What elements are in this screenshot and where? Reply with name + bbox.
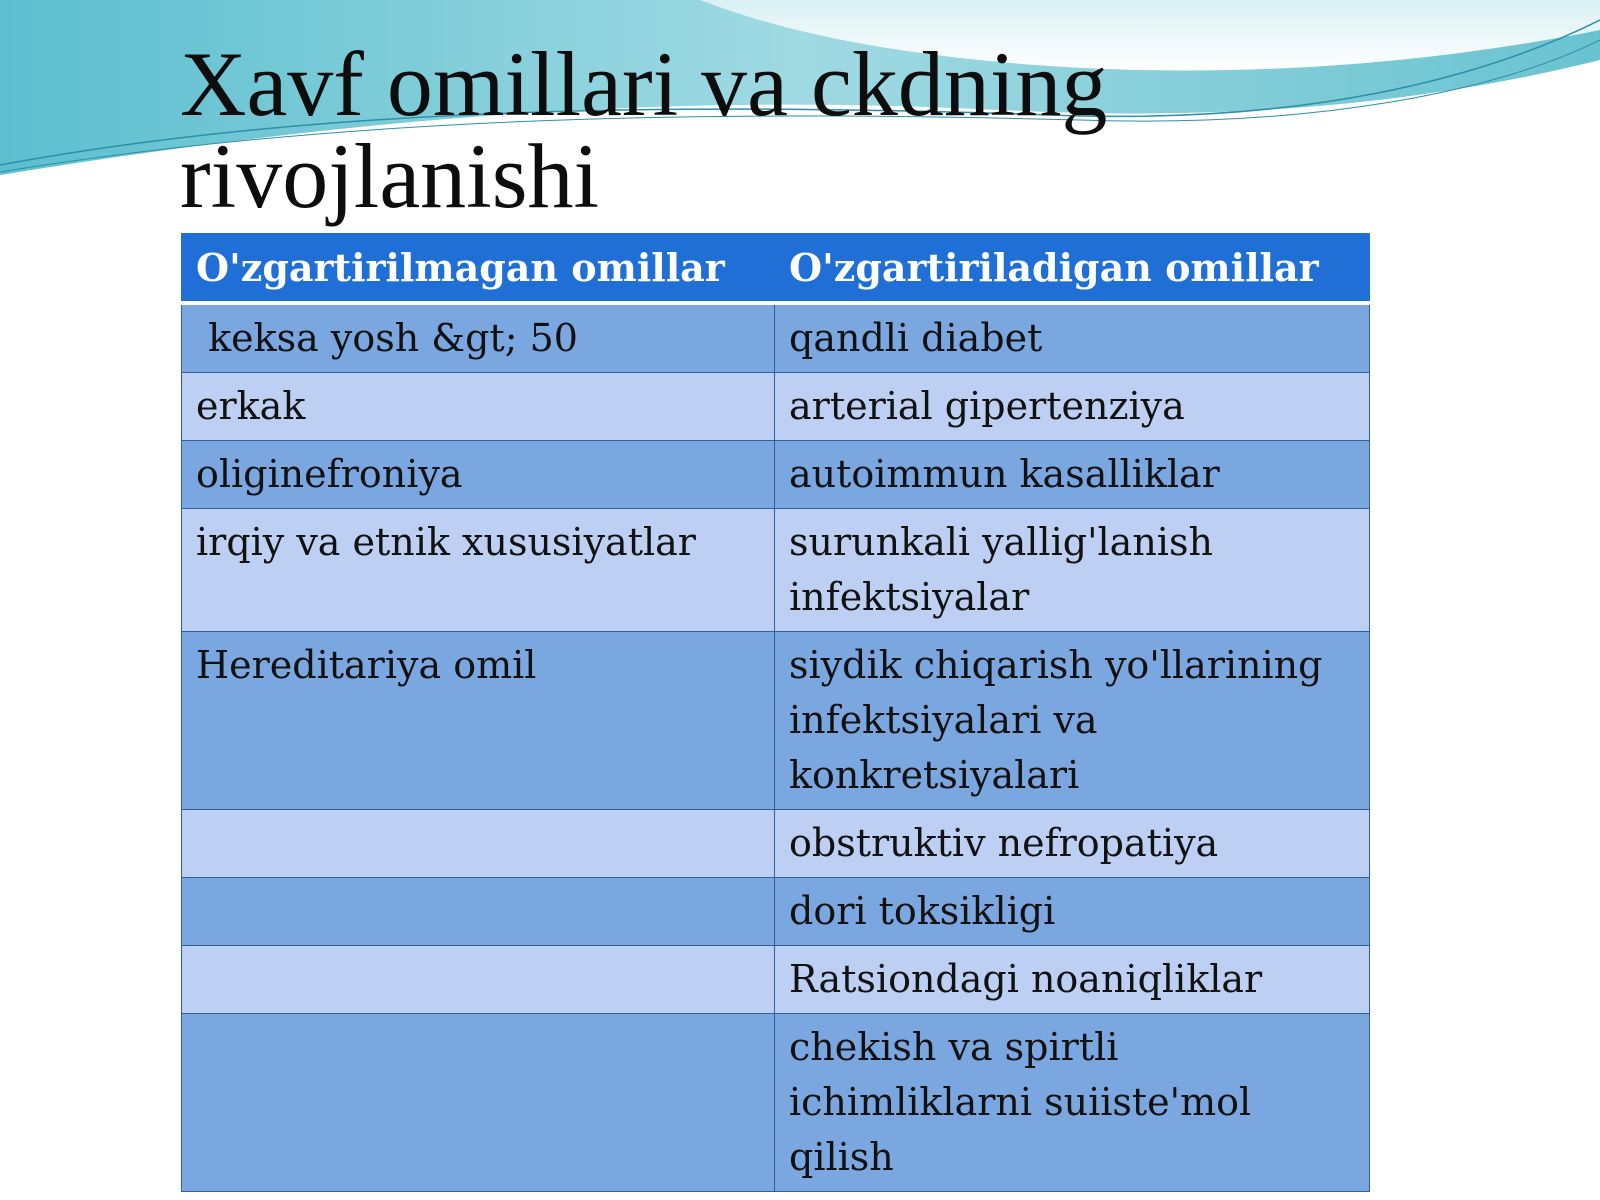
modifiable-cell: chekish va spirtli ichimliklarni suiiste'mol qilish — [775, 1014, 1370, 1192]
modifiable-cell: qandli diabet — [775, 303, 1370, 373]
modifiable-cell: autoimmun kasalliklar — [775, 441, 1370, 509]
non-modifiable-cell — [182, 878, 775, 946]
modifiable-cell: surunkali yallig'lanish infektsiyalar — [775, 509, 1370, 632]
non-modifiable-cell — [182, 810, 775, 878]
slide-title: Xavf omillari va ckdning rivojlanishi — [180, 33, 1108, 227]
table-row — [182, 632, 1370, 810]
table-row — [182, 946, 1370, 1014]
header-non-modifiable: O'zgartirilmagan omillar — [182, 234, 775, 304]
modifiable-cell: Ratsiondagi noaniqliklar — [775, 946, 1370, 1014]
non-modifiable-cell — [182, 1014, 775, 1192]
modifiable-cell: arterial gipertenziya — [775, 373, 1370, 441]
non-modifiable-cell: keksa yosh &gt; 50 — [182, 303, 775, 373]
modifiable-cell: dori toksikligi — [775, 878, 1370, 946]
table-row — [182, 878, 1370, 946]
table-header-row — [182, 234, 1370, 304]
header-modifiable: O'zgartiriladigan omillar — [775, 234, 1370, 304]
non-modifiable-cell: Hereditariya omil — [182, 632, 775, 810]
table-row — [182, 303, 1370, 373]
non-modifiable-cell — [182, 946, 775, 1014]
modifiable-cell: siydik chiqarish yo'llarining infektsiyalari va konkretsiyalari — [775, 632, 1370, 810]
risk-factors-table — [181, 233, 1370, 1192]
non-modifiable-cell: erkak — [182, 373, 775, 441]
table-row — [182, 373, 1370, 441]
table-row — [182, 509, 1370, 632]
non-modifiable-cell: oliginefroniya — [182, 441, 775, 509]
modifiable-cell: obstruktiv nefropatiya — [775, 810, 1370, 878]
table-row — [182, 441, 1370, 509]
table-row — [182, 1014, 1370, 1192]
non-modifiable-cell: irqiy va etnik xususiyatlar — [182, 509, 775, 632]
table-row — [182, 810, 1370, 878]
